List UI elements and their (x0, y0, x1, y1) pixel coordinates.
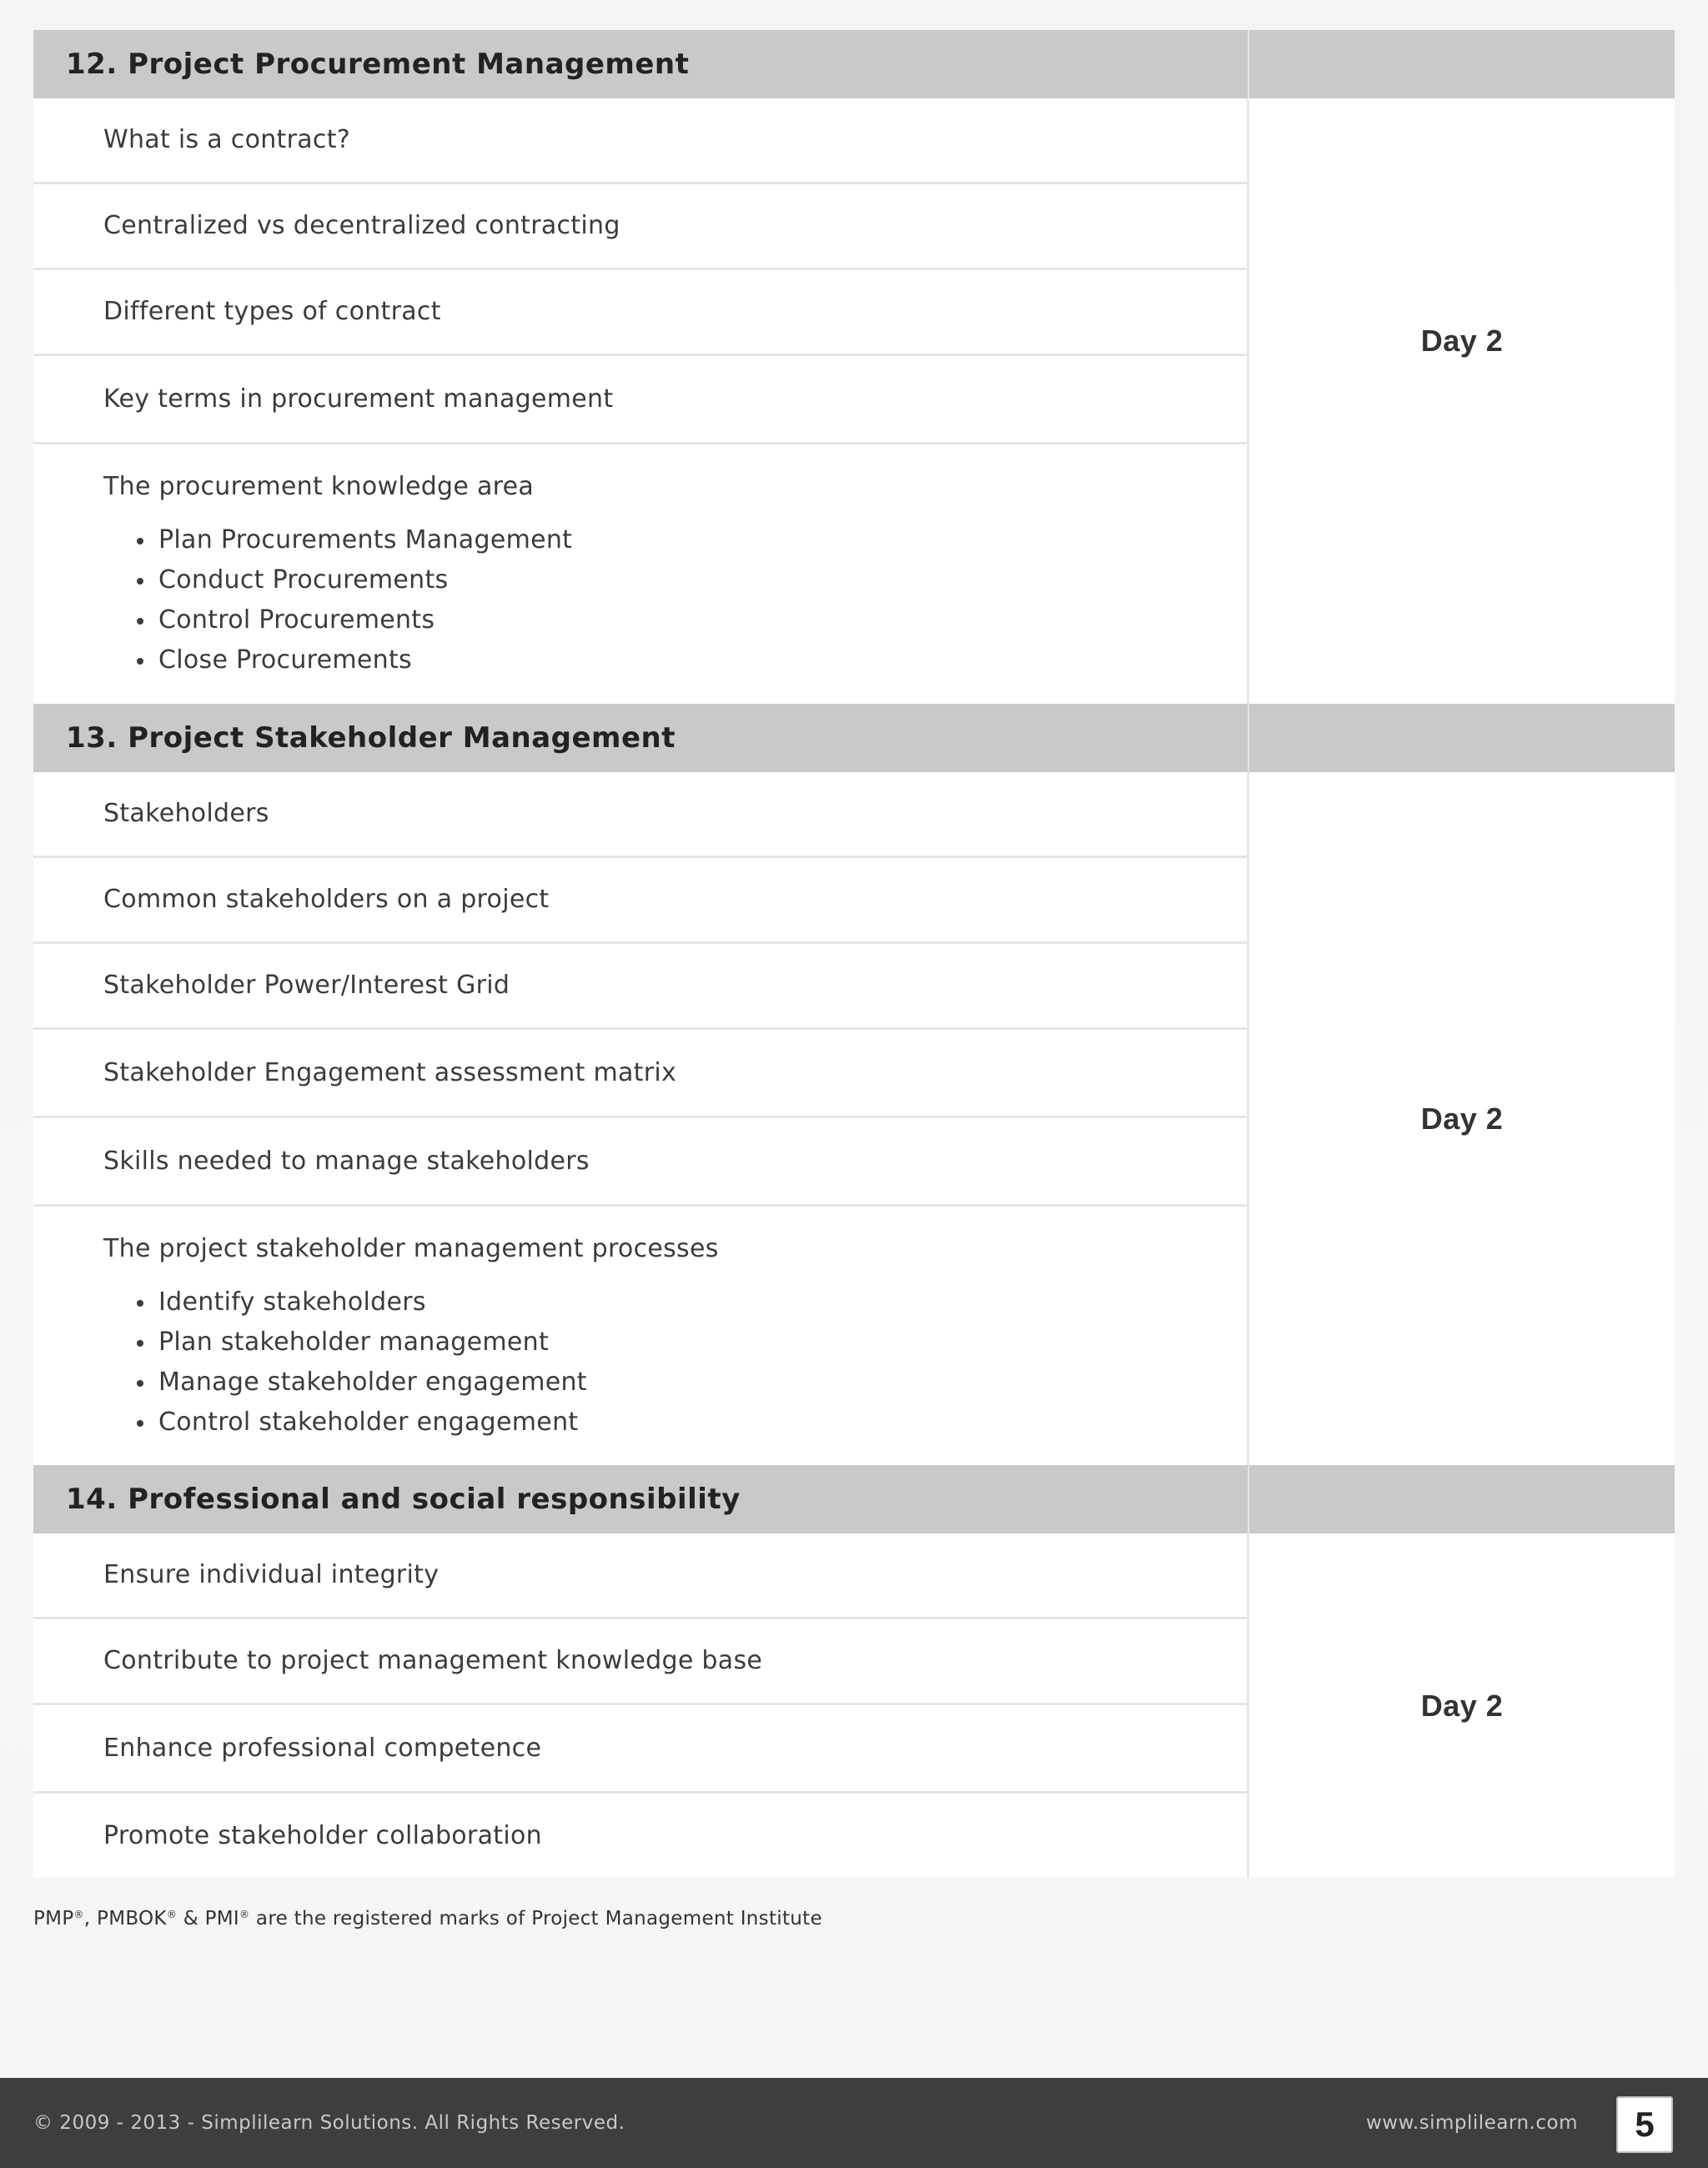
topic-text: The project stakeholder management processes (103, 1234, 719, 1263)
subtopic-item: Close Procurements (103, 640, 1247, 680)
topic-list (33, 98, 1249, 704)
registered-mark: ® (239, 1909, 250, 1920)
footnote-text: are the registered marks of Project Management Institute (249, 1908, 822, 1930)
subtopic-item: Conduct Procurements (103, 560, 1247, 600)
topic-row (33, 1207, 1247, 1465)
topic-row (33, 1705, 1247, 1794)
copyright-text: © 2009 - 2013 - Simplilearn Solutions. All Rights Reserved. (33, 2112, 625, 2134)
registered-mark: ® (166, 1909, 178, 1920)
topic-row (33, 1030, 1247, 1118)
section-title: 12. Project Procurement Management (33, 30, 1249, 98)
page-number: 5 (1616, 2096, 1673, 2153)
section-body (33, 98, 1675, 704)
topic-text: Different types of contract (103, 297, 441, 326)
curriculum-table (33, 30, 1675, 1878)
trademark-footnote (33, 1908, 822, 1930)
topic-list (33, 1533, 1249, 1878)
topic-text: Key terms in procurement management (103, 384, 614, 414)
subtopic-item: Plan Procurements Management (103, 520, 1247, 560)
footnote-pmp: PMP (33, 1908, 74, 1930)
day-label: Day 2 (1420, 1101, 1504, 1136)
topic-row (33, 356, 1247, 444)
section-header (33, 704, 1675, 772)
topic-text: Stakeholder Power/Interest Grid (103, 971, 510, 1000)
day-label: Day 2 (1420, 324, 1504, 358)
topic-row (33, 1533, 1247, 1619)
topic-row (33, 444, 1247, 704)
website-link[interactable]: www.simplilearn.com (1366, 2112, 1578, 2134)
topic-row (33, 858, 1247, 944)
section-procurement (33, 30, 1675, 704)
footnote-separator: , (83, 1908, 98, 1930)
topic-row (33, 1619, 1247, 1705)
footnote-pmbok: PMBOK (97, 1908, 167, 1930)
topic-text: Common stakeholders on a project (103, 885, 550, 914)
topic-row (33, 98, 1247, 184)
subtopic-item: Control Procurements (103, 600, 1247, 640)
day-column-header (1249, 704, 1675, 772)
topic-row (33, 184, 1247, 270)
day-column-header (1249, 1465, 1675, 1533)
topic-row (33, 1118, 1247, 1207)
topic-row (33, 772, 1247, 858)
section-header (33, 1465, 1675, 1533)
topic-text: Stakeholder Engagement assessment matrix (103, 1057, 677, 1087)
section-title: 13. Project Stakeholder Management (33, 704, 1249, 772)
topic-text: Promote stakeholder collaboration (103, 1820, 542, 1850)
topic-list (33, 772, 1249, 1465)
topic-text: What is a contract? (103, 125, 351, 154)
footnote-separator: & (177, 1908, 205, 1930)
subtopic-item: Plan stakeholder management (103, 1322, 1247, 1363)
subtopic-list (103, 1282, 1247, 1443)
registered-mark: ® (73, 1909, 84, 1920)
topic-text: Centralized vs decentralized contracting (103, 211, 620, 240)
section-body (33, 1533, 1675, 1878)
subtopic-item: Manage stakeholder engagement (103, 1363, 1247, 1403)
subtopic-list (103, 520, 1247, 680)
topic-row (33, 944, 1247, 1030)
section-header (33, 30, 1675, 98)
topic-text: Stakeholders (103, 799, 269, 828)
topic-text: Enhance professional competence (103, 1733, 542, 1763)
topic-row (33, 1794, 1247, 1878)
day-column-header (1249, 30, 1675, 98)
subtopic-item: Identify stakeholders (103, 1282, 1247, 1322)
topic-text: Ensure individual integrity (103, 1560, 440, 1589)
topic-text: Contribute to project management knowledge base (103, 1646, 763, 1675)
footnote-pmi: PMI (204, 1908, 239, 1930)
section-professional-responsibility (33, 1465, 1675, 1878)
topic-text: Skills needed to manage stakeholders (103, 1146, 590, 1176)
topic-row (33, 270, 1247, 356)
subtopic-item: Control stakeholder engagement (103, 1403, 1247, 1443)
page-footer (0, 2078, 1708, 2168)
section-body (33, 772, 1675, 1465)
section-title: 14. Professional and social responsibility (33, 1465, 1249, 1533)
section-stakeholder (33, 704, 1675, 1465)
topic-text: The procurement knowledge area (103, 472, 535, 501)
day-label: Day 2 (1420, 1688, 1504, 1723)
